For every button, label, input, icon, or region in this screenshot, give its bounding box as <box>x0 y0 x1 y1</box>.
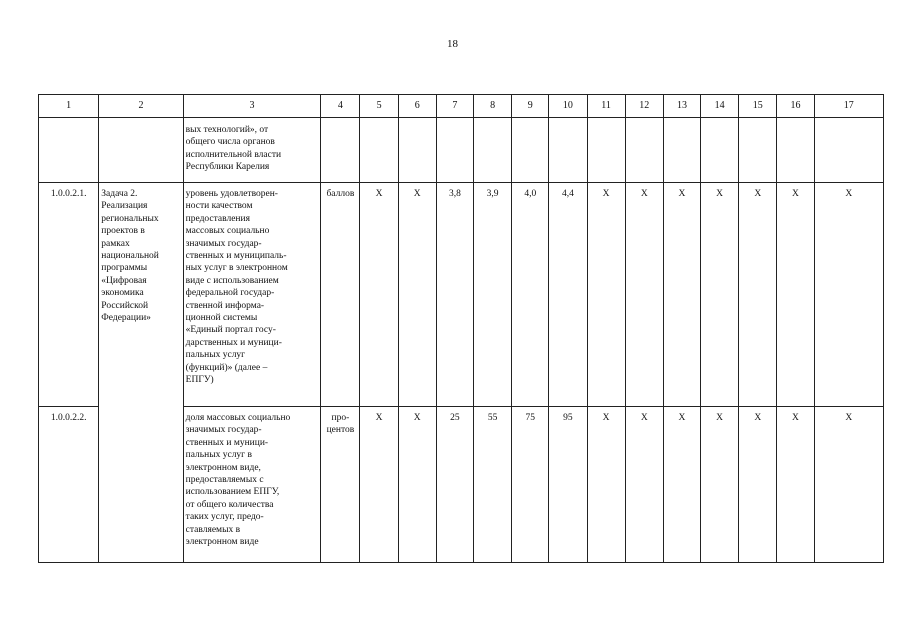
column-number: 3 <box>183 95 321 118</box>
value-cell: 75 <box>512 407 549 563</box>
column-number: 5 <box>360 95 398 118</box>
column-number: 2 <box>99 95 183 118</box>
value-cell: Х <box>663 183 700 407</box>
value-cell: Х <box>739 183 777 407</box>
column-number: 1 <box>39 95 99 118</box>
table-row-continuation <box>39 118 884 183</box>
value-cell: Х <box>398 183 436 407</box>
value-cell: Х <box>360 407 398 563</box>
value-cell: 55 <box>474 407 512 563</box>
unit-cell: баллов <box>321 183 360 407</box>
value-cell: Х <box>701 407 739 563</box>
value-cell: Х <box>777 183 814 407</box>
column-number: 11 <box>587 95 625 118</box>
unit-cell: про- центов <box>321 407 360 563</box>
value-cell: Х <box>814 407 883 563</box>
column-number: 15 <box>739 95 777 118</box>
value-cell: Х <box>587 407 625 563</box>
value-cell: Х <box>398 407 436 563</box>
value-cell: Х <box>701 183 739 407</box>
value-cell: Х <box>814 183 883 407</box>
column-number: 8 <box>474 95 512 118</box>
unit-cell <box>321 118 360 183</box>
value-cell: Х <box>360 183 398 407</box>
value-cell: 4,4 <box>549 183 587 407</box>
indicator-cell: доля массовых социально значимых государ- ственных и муници- пальных услуг в электронном виде, предоставляемых с использованием ЕПГУ, от общего количества таких услуг, предо- ставляемых в электронном виде <box>183 407 321 563</box>
column-number: 13 <box>663 95 700 118</box>
code-cell: 1.0.0.2.1. <box>39 183 99 407</box>
column-number: 7 <box>436 95 473 118</box>
column-number: 4 <box>321 95 360 118</box>
value-cell: 25 <box>436 407 473 563</box>
value-cell: 95 <box>549 407 587 563</box>
indicator-cell: уровень удовлетворен- ности качеством предоставления массовых социально значимых государ- ственных и муниципаль- ных услуг в электронном виде с использованием федеральной государ- ственной информа- ционной системы «Единый портал госу- дарственных и муници- пальных услуг (функций)» (далее – ЕПГУ) <box>183 183 321 407</box>
value-cell: Х <box>625 183 663 407</box>
value-cell: 3,8 <box>436 183 473 407</box>
page-number: 18 <box>447 38 458 50</box>
task-cell: Задача 2. Реализация региональных проектов в рамках национальной программы «Цифровая экономика Российской Федерации» <box>99 183 183 563</box>
task-cell <box>99 118 183 183</box>
value-cell: 3,9 <box>474 183 512 407</box>
indicators-table <box>38 94 884 563</box>
value-cell: Х <box>663 407 700 563</box>
code-cell <box>39 118 99 183</box>
column-number: 14 <box>701 95 739 118</box>
column-number: 10 <box>549 95 587 118</box>
table-row <box>39 183 884 407</box>
value-cell: Х <box>625 407 663 563</box>
column-number-row <box>39 95 884 118</box>
column-number: 12 <box>625 95 663 118</box>
column-number: 17 <box>814 95 883 118</box>
value-cell: Х <box>587 183 625 407</box>
indicator-cell: вых технологий», от общего числа органов исполнительной власти Республики Карелия <box>183 118 321 183</box>
code-cell: 1.0.0.2.2. <box>39 407 99 563</box>
value-cell: 4,0 <box>512 183 549 407</box>
column-number: 9 <box>512 95 549 118</box>
column-number: 6 <box>398 95 436 118</box>
value-cell: Х <box>777 407 814 563</box>
column-number: 16 <box>777 95 814 118</box>
value-cell: Х <box>739 407 777 563</box>
